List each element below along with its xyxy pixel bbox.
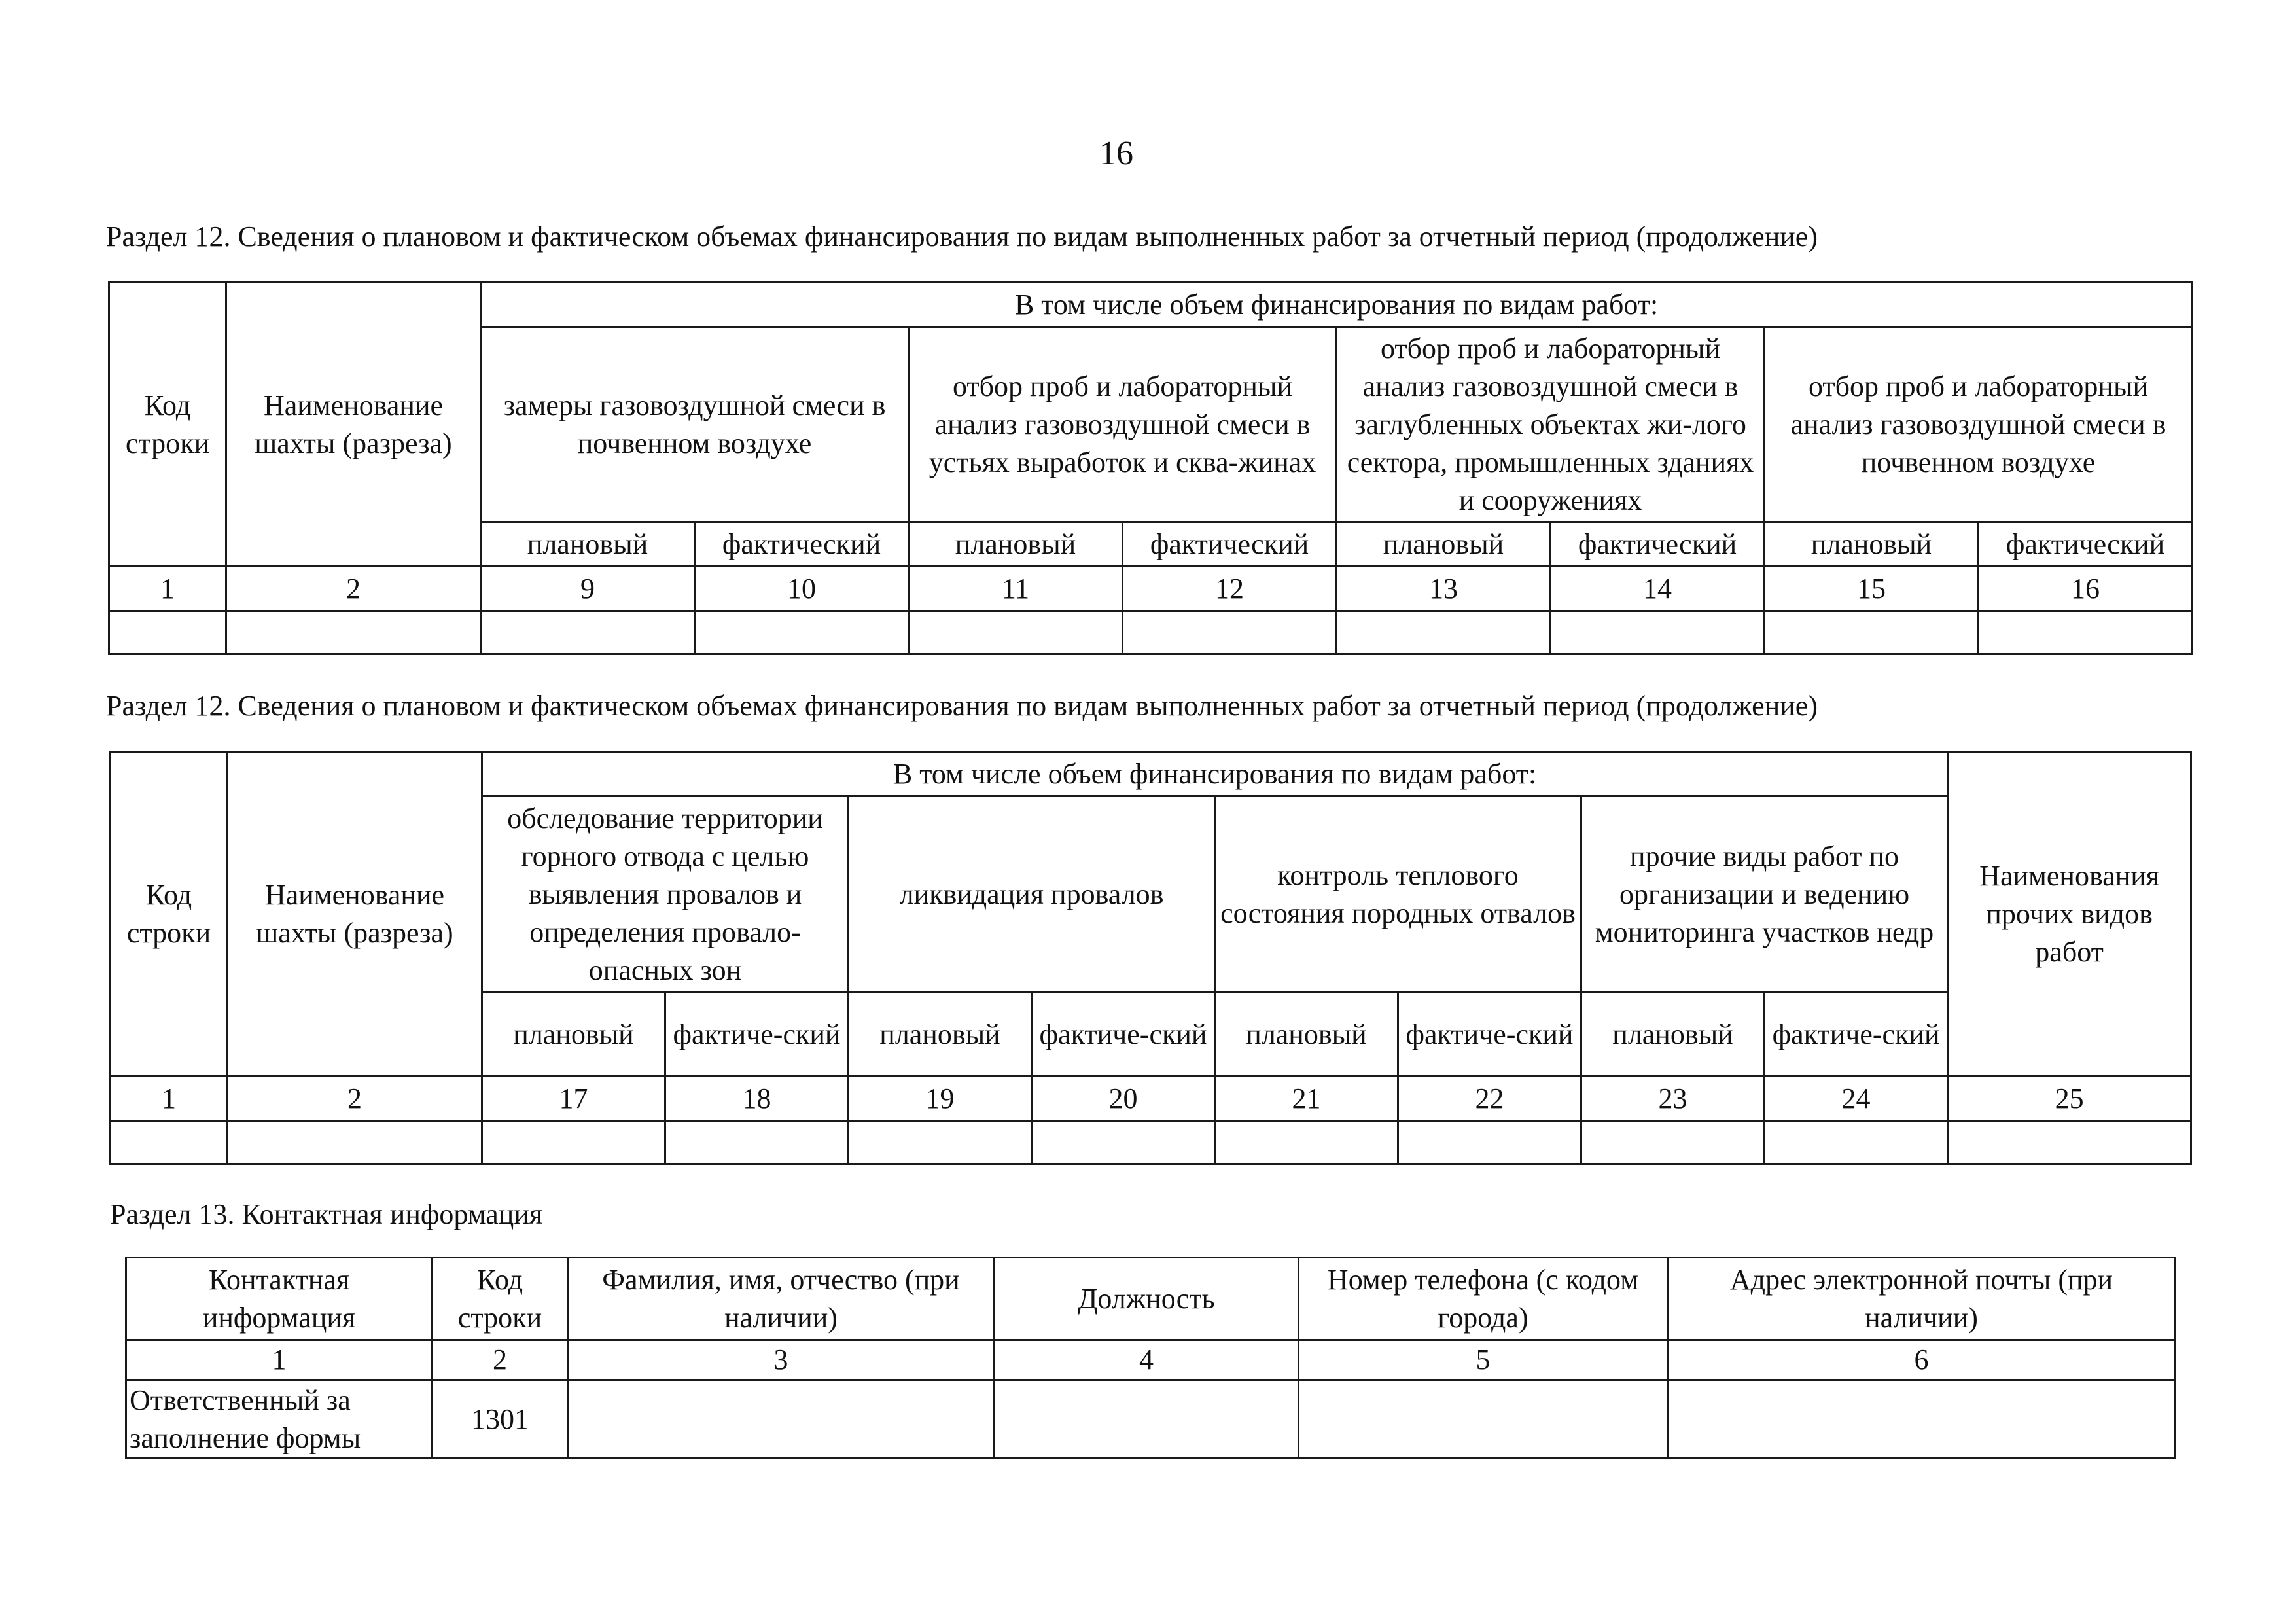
section-12a-table <box>108 281 2193 655</box>
column-number: 14 <box>1551 567 1765 611</box>
header-group-financing: В том числе объем финансирования по видам работ: <box>482 752 1948 796</box>
column-number: 24 <box>1765 1077 1948 1121</box>
empty-cell[interactable] <box>1765 1121 1948 1164</box>
column-number: 9 <box>481 567 695 611</box>
empty-cell[interactable] <box>482 1121 665 1164</box>
header-planned: плановый <box>909 522 1123 567</box>
header-planned: плановый <box>849 993 1032 1077</box>
header-work-type: замеры газовоздушной смеси в почвенном воздухе <box>481 327 909 522</box>
column-number: 13 <box>1337 567 1551 611</box>
header-work-type: ликвидация провалов <box>849 796 1215 993</box>
column-number: 5 <box>1299 1340 1668 1380</box>
header-work-type: отбор проб и лабораторный анализ газовоздушной смеси в заглубленных объектах жи-лого сектора, промышленных зданиях и сооружениях <box>1337 327 1765 522</box>
column-number: 1 <box>111 1077 228 1121</box>
header-work-type: отбор проб и лабораторный анализ газовоздушной смеси в устьях выработок и сква-жинах <box>909 327 1337 522</box>
empty-cell[interactable] <box>909 611 1123 654</box>
column-number: 2 <box>433 1340 568 1380</box>
column-number: 16 <box>1979 567 2193 611</box>
section-12b-table <box>109 751 2192 1165</box>
header-email: Адрес электронной почты (при наличии) <box>1668 1258 2176 1340</box>
column-number: 1 <box>109 567 226 611</box>
empty-cell[interactable] <box>109 611 226 654</box>
column-number: 4 <box>995 1340 1299 1380</box>
column-number: 2 <box>226 567 481 611</box>
empty-cell[interactable] <box>481 611 695 654</box>
empty-cell[interactable] <box>1979 611 2193 654</box>
section-12b-title: Раздел 12. Сведения о плановом и фактическом объемах финансирования по видам выполненных работ за отчетный период (продолжение) <box>106 690 1818 722</box>
header-work-type: отбор проб и лабораторный анализ газовоздушной смеси в почвенном воздухе <box>1765 327 2193 522</box>
empty-cell[interactable] <box>695 611 909 654</box>
position-cell[interactable] <box>995 1380 1299 1459</box>
empty-cell[interactable] <box>1398 1121 1581 1164</box>
column-number: 21 <box>1215 1077 1398 1121</box>
header-planned: плановый <box>1581 993 1765 1077</box>
column-number: 17 <box>482 1077 665 1121</box>
header-actual: фактический <box>1551 522 1765 567</box>
full-name-cell[interactable] <box>568 1380 995 1459</box>
empty-cell[interactable] <box>111 1121 228 1164</box>
empty-cell[interactable] <box>665 1121 849 1164</box>
header-mine-name: Наименование шахты (разреза) <box>228 752 482 1077</box>
section-12a-title: Раздел 12. Сведения о плановом и фактическом объемах финансирования по видам выполненных работ за отчетный период (продолжение) <box>106 221 1818 253</box>
header-other-works: Наименования прочих видов работ <box>1948 752 2191 1077</box>
header-actual: фактиче-ский <box>1398 993 1581 1077</box>
header-work-type: контроль теплового состояния породных отвалов <box>1215 796 1581 993</box>
column-number: 12 <box>1123 567 1337 611</box>
header-work-type: обследование территории горного отвода с целью выявления провалов и определения провало-опасных зон <box>482 796 849 993</box>
header-actual: фактический <box>1123 522 1337 567</box>
row-code: 1301 <box>433 1380 568 1459</box>
empty-cell[interactable] <box>1215 1121 1398 1164</box>
empty-cell[interactable] <box>1581 1121 1765 1164</box>
empty-cell[interactable] <box>1765 611 1979 654</box>
header-planned: плановый <box>1765 522 1979 567</box>
column-number: 18 <box>665 1077 849 1121</box>
column-number: 11 <box>909 567 1123 611</box>
header-planned: плановый <box>482 993 665 1077</box>
table-row <box>111 1121 2191 1164</box>
header-actual: фактический <box>695 522 909 567</box>
column-number: 10 <box>695 567 909 611</box>
header-phone: Номер телефона (с кодом города) <box>1299 1258 1668 1340</box>
header-position: Должность <box>995 1258 1299 1340</box>
column-number: 25 <box>1948 1077 2191 1121</box>
empty-cell[interactable] <box>1337 611 1551 654</box>
header-planned: плановый <box>481 522 695 567</box>
column-number: 22 <box>1398 1077 1581 1121</box>
column-number: 19 <box>849 1077 1032 1121</box>
header-contact-info: Контактная информация <box>126 1258 433 1340</box>
empty-cell[interactable] <box>226 611 481 654</box>
header-code: Код строки <box>109 283 226 567</box>
page-number: 16 <box>1099 135 1133 172</box>
column-number: 20 <box>1032 1077 1215 1121</box>
column-number: 1 <box>126 1340 433 1380</box>
header-code: Код строки <box>111 752 228 1077</box>
header-work-type: прочие виды работ по организации и ведению мониторинга участков недр <box>1581 796 1948 993</box>
empty-cell[interactable] <box>1948 1121 2191 1164</box>
empty-cell[interactable] <box>1551 611 1765 654</box>
header-actual: фактиче-ский <box>665 993 849 1077</box>
empty-cell[interactable] <box>849 1121 1032 1164</box>
column-number: 15 <box>1765 567 1979 611</box>
email-cell[interactable] <box>1668 1380 2176 1459</box>
header-mine-name: Наименование шахты (разреза) <box>226 283 481 567</box>
column-number: 6 <box>1668 1340 2176 1380</box>
column-number: 3 <box>568 1340 995 1380</box>
phone-cell[interactable] <box>1299 1380 1668 1459</box>
header-full-name: Фамилия, имя, отчество (при наличии) <box>568 1258 995 1340</box>
column-number: 23 <box>1581 1077 1765 1121</box>
header-group-financing: В том числе объем финансирования по видам работ: <box>481 283 2193 327</box>
header-actual: фактиче-ский <box>1765 993 1948 1077</box>
row-label-responsible: Ответственный за заполнение формы <box>126 1380 433 1459</box>
empty-cell[interactable] <box>228 1121 482 1164</box>
table-row <box>109 611 2193 654</box>
header-actual: фактиче-ский <box>1032 993 1215 1077</box>
header-code: Код строки <box>433 1258 568 1340</box>
section-13-table <box>125 1257 2176 1459</box>
header-actual: фактический <box>1979 522 2193 567</box>
empty-cell[interactable] <box>1123 611 1337 654</box>
header-planned: плановый <box>1337 522 1551 567</box>
header-planned: плановый <box>1215 993 1398 1077</box>
empty-cell[interactable] <box>1032 1121 1215 1164</box>
table-row <box>126 1380 2176 1459</box>
section-13-title: Раздел 13. Контактная информация <box>110 1198 543 1230</box>
column-number: 2 <box>228 1077 482 1121</box>
